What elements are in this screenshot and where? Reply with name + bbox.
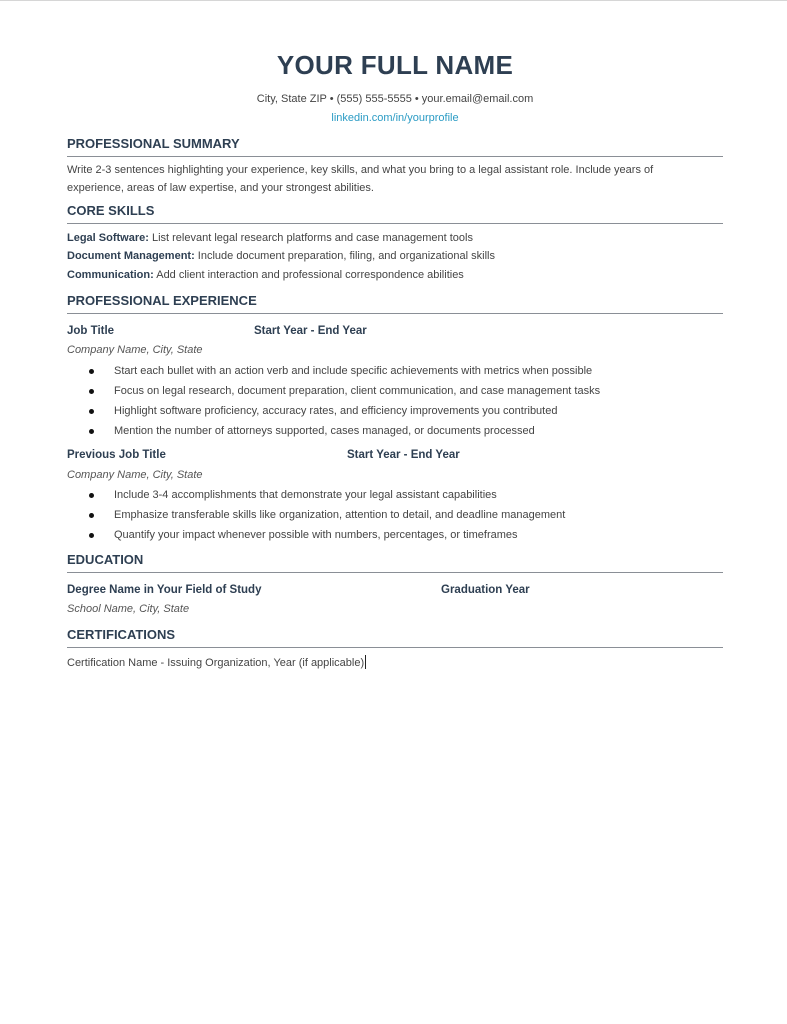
bullet-text[interactable]: Start each bullet with an action verb and include specific achievements with metrics when possible: [114, 365, 593, 377]
skill-label: Document Management:: [67, 250, 195, 262]
page-top-border: [0, 0, 787, 1]
job-title[interactable]: Job Title: [67, 325, 115, 337]
job-dates[interactable]: Start Year - End Year: [347, 449, 460, 461]
certification-text[interactable]: Certification Name - Issuing Organization, Year (if applicable): [67, 657, 365, 669]
skill-text: Include document preparation, filing, and organizational skills: [194, 250, 495, 262]
school-line[interactable]: School Name, City, State: [67, 603, 190, 615]
job-title[interactable]: Previous Job Title: [67, 449, 166, 461]
bullet-icon: [89, 409, 94, 414]
summary-line-1[interactable]: Write 2-3 sentences highlighting your experience, key skills, and what you bring to a legal assistant role. Include years of: [67, 164, 654, 176]
linkedin-link[interactable]: linkedin.com/in/yourprofile: [331, 112, 459, 124]
bullet-icon: [89, 533, 94, 538]
experience-heading[interactable]: PROFESSIONAL EXPERIENCE: [67, 293, 723, 314]
skill-item[interactable]: [67, 268, 464, 282]
bullet-text[interactable]: Emphasize transferable skills like organization, attention to detail, and deadline management: [114, 509, 566, 521]
skill-text: List relevant legal research platforms and case management tools: [148, 232, 473, 244]
graduation-year[interactable]: Graduation Year: [441, 584, 530, 596]
skill-label: Communication:: [67, 269, 154, 281]
degree-name[interactable]: Degree Name in Your Field of Study: [67, 584, 262, 596]
skill-label: Legal Software:: [67, 232, 149, 244]
bullet-text[interactable]: Highlight software proficiency, accuracy rates, and efficiency improvements you contributed: [114, 405, 558, 417]
bullet-text[interactable]: Focus on legal research, document preparation, client communication, and case management tasks: [114, 385, 601, 397]
full-name[interactable]: YOUR FULL NAME: [276, 50, 514, 80]
skill-text: Add client interaction and professional correspondence abilities: [153, 269, 464, 281]
bullet-icon: [89, 513, 94, 518]
summary-line-2[interactable]: experience, areas of law expertise, and your strongest abilities.: [67, 182, 374, 194]
bullet-icon: [89, 369, 94, 374]
bullet-icon: [89, 429, 94, 434]
skill-item[interactable]: [67, 249, 495, 263]
bullet-text[interactable]: Quantify your impact whenever possible with numbers, percentages, or timeframes: [114, 529, 518, 541]
bullet-icon: [89, 389, 94, 394]
education-heading[interactable]: EDUCATION: [67, 552, 723, 573]
contact-line[interactable]: City, State ZIP • (555) 555-5555 • your.email@email.com: [256, 93, 534, 105]
text-cursor: [365, 655, 366, 669]
bullet-text[interactable]: Mention the number of attorneys supported, cases managed, or documents processed: [114, 425, 535, 437]
company-line[interactable]: Company Name, City, State: [67, 469, 203, 481]
company-line[interactable]: Company Name, City, State: [67, 344, 203, 356]
summary-heading[interactable]: PROFESSIONAL SUMMARY: [67, 136, 723, 157]
bullet-text[interactable]: Include 3-4 accomplishments that demonstrate your legal assistant capabilities: [114, 489, 497, 501]
skill-item[interactable]: [67, 231, 473, 245]
certification-line[interactable]: [67, 655, 366, 670]
skills-heading[interactable]: CORE SKILLS: [67, 203, 723, 224]
certifications-heading[interactable]: CERTIFICATIONS: [67, 627, 723, 648]
job-dates[interactable]: Start Year - End Year: [254, 325, 367, 337]
bullet-icon: [89, 493, 94, 498]
